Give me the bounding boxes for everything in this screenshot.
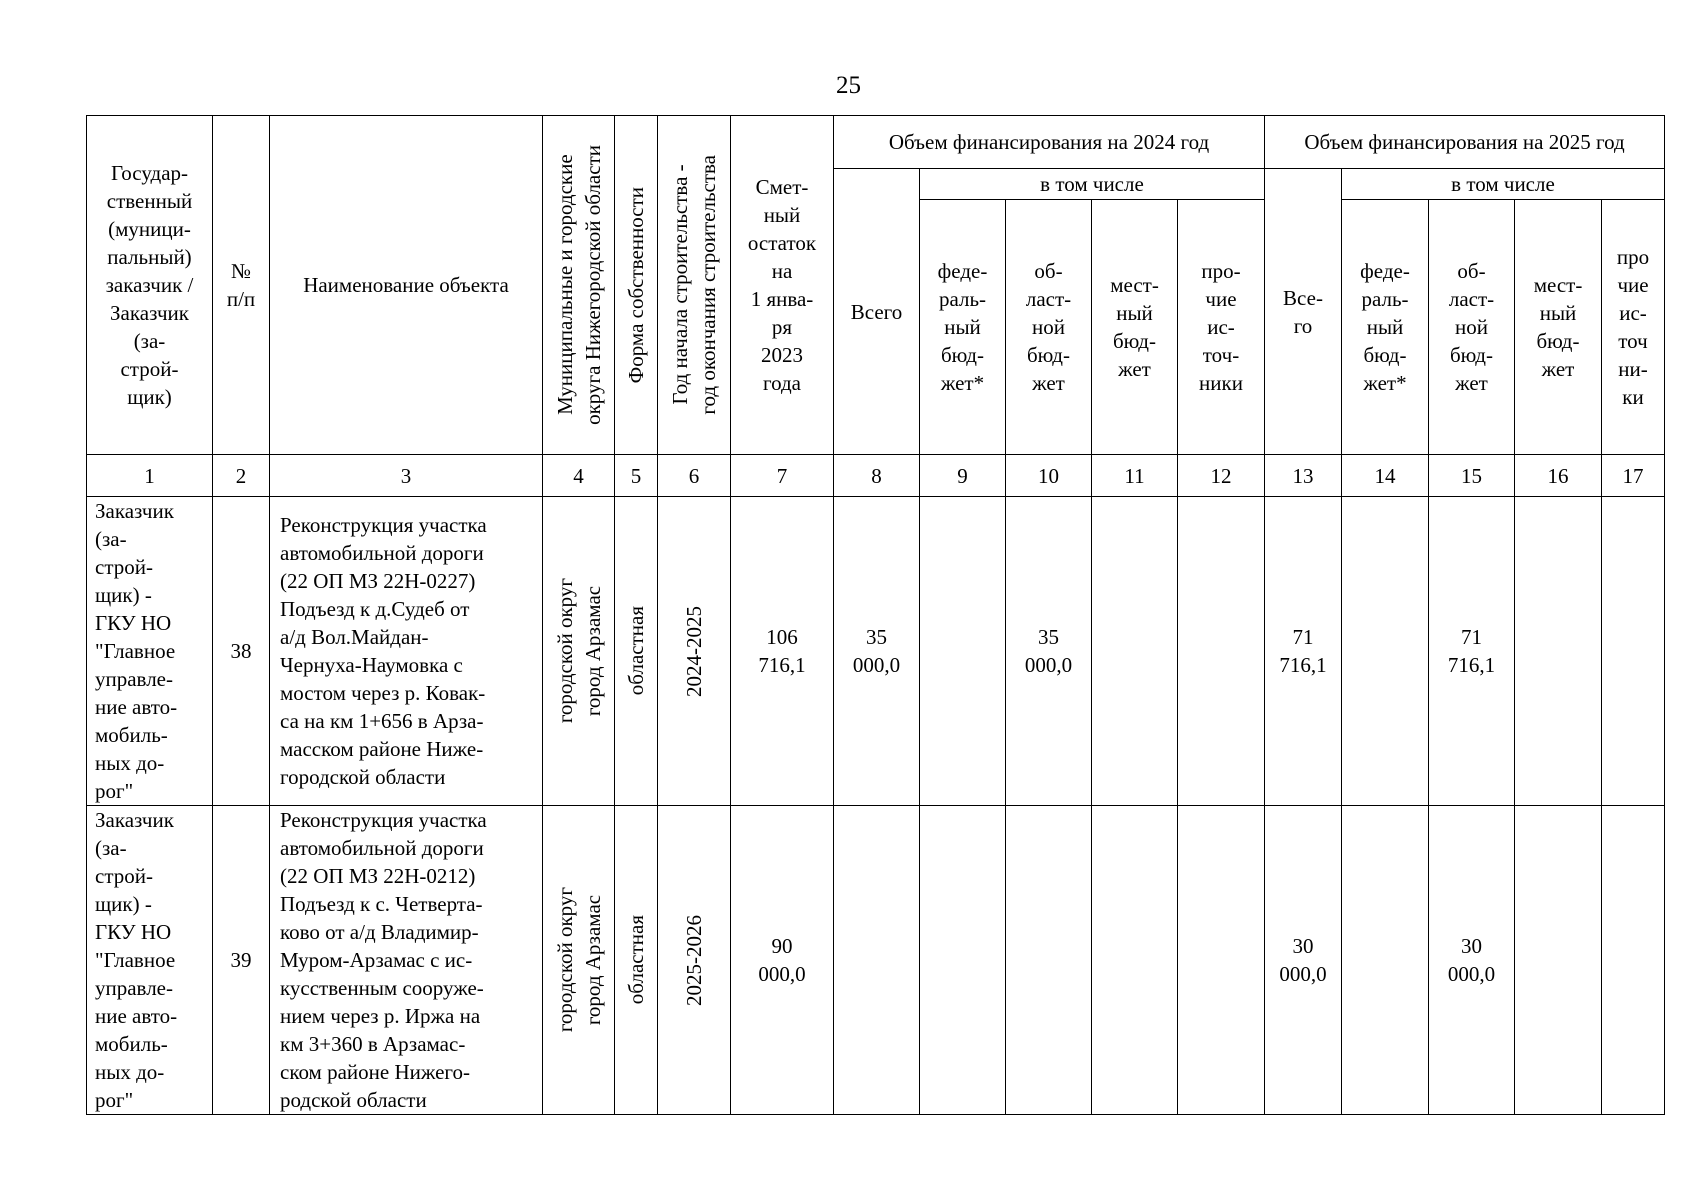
funding-table bbox=[86, 115, 1665, 1115]
column-number: 17 bbox=[1602, 455, 1665, 497]
row-federal-2025 bbox=[1342, 497, 1429, 806]
column-number: 14 bbox=[1342, 455, 1429, 497]
header-row-group bbox=[87, 116, 1665, 169]
row-local-2024 bbox=[1092, 806, 1178, 1115]
header-other-2024: про- чие ис- точ- ники bbox=[1178, 200, 1265, 455]
row-number: 39 bbox=[213, 806, 270, 1115]
row-federal-2024 bbox=[920, 806, 1006, 1115]
row-ownership: областная bbox=[615, 497, 658, 806]
row-years: 2025-2026 bbox=[658, 806, 731, 1115]
column-number: 10 bbox=[1006, 455, 1092, 497]
row-total-2024 bbox=[834, 806, 920, 1115]
page-number: 25 bbox=[836, 72, 861, 99]
row-municipality: городской округ город Арзамас bbox=[543, 806, 615, 1115]
row-regional-2024 bbox=[1006, 806, 1092, 1115]
header-regional-2025: об- ласт- ной бюд- жет bbox=[1429, 200, 1515, 455]
row-estimated-balance: 106 716,1 bbox=[731, 497, 834, 806]
header-number: № п/п bbox=[213, 116, 270, 455]
header-municipalities: Муниципальные и городские округа Нижегородской области bbox=[543, 116, 615, 455]
row-estimated-balance: 90 000,0 bbox=[731, 806, 834, 1115]
row-other-2025 bbox=[1602, 497, 1665, 806]
row-customer: Заказчик (за- строй- щик) - ГКУ НО "Главное управле- ние авто- мобиль- ных до- рог" bbox=[87, 497, 213, 806]
column-number: 9 bbox=[920, 455, 1006, 497]
header-estimated-balance: Смет- ный остаток на 1 янва- ря 2023 года bbox=[731, 116, 834, 455]
row-local-2025 bbox=[1515, 497, 1602, 806]
header-other-2025: про чие ис- точ ни- ки bbox=[1602, 200, 1665, 455]
header-including-2025: в том числе bbox=[1342, 169, 1665, 200]
row-total-2025: 71 716,1 bbox=[1265, 497, 1342, 806]
column-number: 4 bbox=[543, 455, 615, 497]
column-number: 7 bbox=[731, 455, 834, 497]
column-number: 8 bbox=[834, 455, 920, 497]
row-object-name: Реконструкция участка автомобильной дороги (22 ОП МЗ 22Н-0212) Подъезд к с. Четверта- ково от а/д Владимир- Муром-Арзамас с ис- кусственным сооруже- нием через р. Иржа на км 3+360 в Арзамас- ском районе Нижего- родской области bbox=[270, 806, 543, 1115]
header-years: Год начала строительства - год окончания строительства bbox=[658, 116, 731, 455]
header-including-2024: в том числе bbox=[920, 169, 1265, 200]
row-regional-2025: 71 716,1 bbox=[1429, 497, 1515, 806]
row-ownership: областная bbox=[615, 806, 658, 1115]
column-number: 1 bbox=[87, 455, 213, 497]
header-object-name: Наименование объекта bbox=[270, 116, 543, 455]
header-total-2024: Всего bbox=[834, 169, 920, 455]
row-regional-2025: 30 000,0 bbox=[1429, 806, 1515, 1115]
column-number: 3 bbox=[270, 455, 543, 497]
row-number: 38 bbox=[213, 497, 270, 806]
column-number: 5 bbox=[615, 455, 658, 497]
header-federal-2025: феде- раль- ный бюд- жет* bbox=[1342, 200, 1429, 455]
table-row bbox=[87, 497, 1665, 806]
column-number: 6 bbox=[658, 455, 731, 497]
row-federal-2025 bbox=[1342, 806, 1429, 1115]
row-regional-2024: 35 000,0 bbox=[1006, 497, 1092, 806]
row-local-2025 bbox=[1515, 806, 1602, 1115]
table-row bbox=[87, 806, 1665, 1115]
row-customer: Заказчик (за- строй- щик) - ГКУ НО "Главное управле- ние авто- мобиль- ных до- рог" bbox=[87, 806, 213, 1115]
column-number: 15 bbox=[1429, 455, 1515, 497]
row-years: 2024-2025 bbox=[658, 497, 731, 806]
column-number: 13 bbox=[1265, 455, 1342, 497]
row-other-2024 bbox=[1178, 806, 1265, 1115]
header-local-2025: мест- ный бюд- жет bbox=[1515, 200, 1602, 455]
header-customer: Государ- ственный (муници- пальный) заказчик / Заказчик (за- строй- щик) bbox=[87, 116, 213, 455]
row-other-2024 bbox=[1178, 497, 1265, 806]
header-local-2024: мест- ный бюд- жет bbox=[1092, 200, 1178, 455]
column-number: 16 bbox=[1515, 455, 1602, 497]
row-total-2024: 35 000,0 bbox=[834, 497, 920, 806]
row-object-name: Реконструкция участка автомобильной дороги (22 ОП МЗ 22Н-0227) Подъезд к д.Судеб от а/д Вол.Майдан- Чернуха-Наумовка с мостом через р. Ковак- са на км 1+656 в Арза- масском районе Ниже- городской области bbox=[270, 497, 543, 806]
header-funding-2025: Объем финансирования на 2025 год bbox=[1265, 116, 1665, 169]
row-local-2024 bbox=[1092, 497, 1178, 806]
header-total-2025: Все- го bbox=[1265, 169, 1342, 455]
header-ownership: Форма собственности bbox=[615, 116, 658, 455]
header-federal-2024: феде- раль- ный бюд- жет* bbox=[920, 200, 1006, 455]
column-number: 11 bbox=[1092, 455, 1178, 497]
row-total-2025: 30 000,0 bbox=[1265, 806, 1342, 1115]
row-municipality: городской округ город Арзамас bbox=[543, 497, 615, 806]
row-other-2025 bbox=[1602, 806, 1665, 1115]
column-number-row bbox=[87, 455, 1665, 497]
header-funding-2024: Объем финансирования на 2024 год bbox=[834, 116, 1265, 169]
header-regional-2024: об- ласт- ной бюд- жет bbox=[1006, 200, 1092, 455]
row-federal-2024 bbox=[920, 497, 1006, 806]
column-number: 12 bbox=[1178, 455, 1265, 497]
column-number: 2 bbox=[213, 455, 270, 497]
